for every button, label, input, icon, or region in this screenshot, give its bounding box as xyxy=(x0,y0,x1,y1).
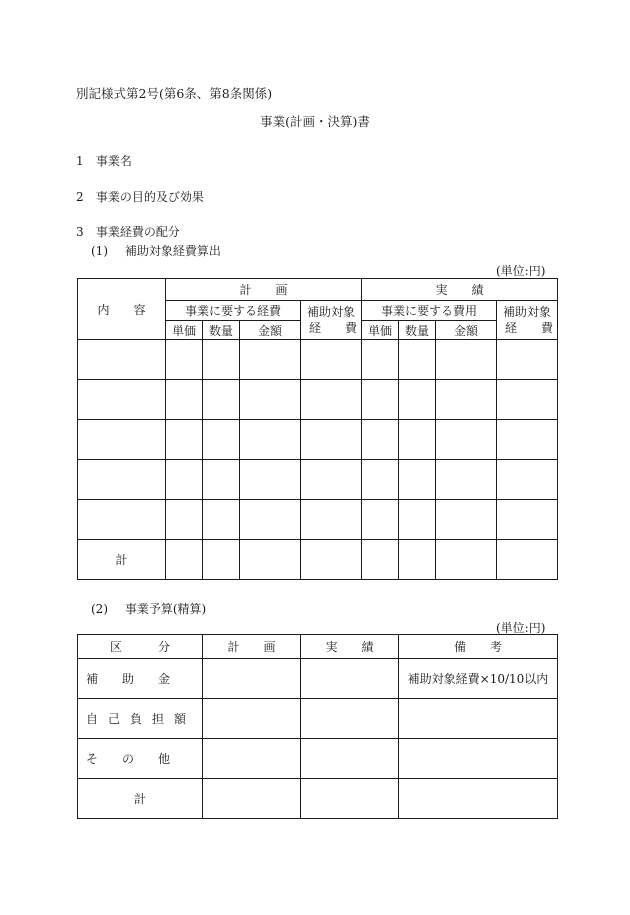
entry-cell[interactable] xyxy=(240,460,301,500)
entry-cell[interactable] xyxy=(166,500,203,540)
plan-eligible-line1: 補助対象 xyxy=(307,305,356,319)
section-1-label: 事業名 xyxy=(95,154,132,168)
plan-cost-header: 事業に要する経費 xyxy=(166,301,301,321)
section-2-number: 2 xyxy=(76,190,84,204)
entry-cell[interactable] xyxy=(78,460,166,500)
remarks-header: 備 考 xyxy=(399,635,558,659)
entry-cell[interactable] xyxy=(301,340,362,380)
entry-cell[interactable] xyxy=(301,659,399,699)
table-row xyxy=(78,420,558,460)
entry-cell[interactable] xyxy=(399,380,436,420)
table-row xyxy=(78,699,558,739)
table-row xyxy=(78,380,558,420)
entry-cell[interactable] xyxy=(497,380,558,420)
plan-header: 計 画 xyxy=(203,635,301,659)
plan-eligible-line2: 経 費 xyxy=(309,321,358,335)
unit-label-2: (単位:円) xyxy=(496,621,546,635)
content-header: 内 容 xyxy=(78,279,166,340)
entry-cell[interactable] xyxy=(203,460,240,500)
entry-cell[interactable] xyxy=(301,380,362,420)
entry-cell[interactable] xyxy=(301,420,362,460)
plan-eligible-header xyxy=(301,301,362,340)
entry-cell[interactable] xyxy=(497,340,558,380)
entry-cell[interactable] xyxy=(436,420,497,460)
category-header xyxy=(78,635,203,659)
section-1-number: 1 xyxy=(76,154,84,168)
subsection-1 xyxy=(91,242,221,259)
entry-cell[interactable] xyxy=(78,380,166,420)
entry-cell[interactable] xyxy=(240,420,301,460)
section-1 xyxy=(76,152,132,169)
actual-header: 実 績 xyxy=(301,635,399,659)
entry-cell[interactable] xyxy=(301,779,399,819)
entry-cell[interactable] xyxy=(497,500,558,540)
row-label: 補 助 金 xyxy=(78,659,203,699)
actual-eligible-line1: 補助対象 xyxy=(503,305,552,319)
remarks-cell: 補助対象経費×10/10以内 xyxy=(399,659,558,699)
total-label: 計 xyxy=(78,540,166,580)
row-label: 自己負担額 xyxy=(78,699,203,739)
unit-label-1: (単位:円) xyxy=(496,264,546,278)
section-2 xyxy=(76,188,204,205)
entry-cell[interactable] xyxy=(203,420,240,460)
entry-cell[interactable] xyxy=(497,420,558,460)
total-row xyxy=(78,540,558,580)
entry-cell[interactable] xyxy=(78,500,166,540)
entry-cell[interactable] xyxy=(497,540,558,580)
entry-cell[interactable] xyxy=(203,540,240,580)
entry-cell[interactable] xyxy=(301,699,399,739)
entry-cell[interactable] xyxy=(203,500,240,540)
entry-cell[interactable] xyxy=(436,500,497,540)
entry-cell[interactable] xyxy=(240,340,301,380)
actual-unit-price-header: 単価 xyxy=(362,321,399,340)
form-identifier: 別記様式第2号(第6条、第8条関係) xyxy=(76,86,273,101)
entry-cell[interactable] xyxy=(399,460,436,500)
actual-header: 実 績 xyxy=(362,279,558,301)
row-label: 計 xyxy=(78,779,203,819)
entry-cell[interactable] xyxy=(203,340,240,380)
entry-cell[interactable] xyxy=(203,699,301,739)
entry-cell[interactable] xyxy=(399,340,436,380)
entry-cell[interactable] xyxy=(301,500,362,540)
table-row xyxy=(78,739,558,779)
entry-cell[interactable] xyxy=(203,779,301,819)
plan-amount-header: 金額 xyxy=(240,321,301,340)
entry-cell[interactable] xyxy=(362,500,399,540)
entry-cell[interactable] xyxy=(301,540,362,580)
actual-quantity-header: 数量 xyxy=(399,321,436,340)
entry-cell[interactable] xyxy=(166,460,203,500)
entry-cell[interactable] xyxy=(240,500,301,540)
entry-cell[interactable] xyxy=(399,540,436,580)
entry-cell[interactable] xyxy=(78,340,166,380)
document-title: 事業(計画・決算)書 xyxy=(260,114,370,129)
section-3 xyxy=(76,223,180,240)
entry-cell[interactable] xyxy=(436,460,497,500)
plan-unit-price-header: 単価 xyxy=(166,321,203,340)
entry-cell[interactable] xyxy=(301,460,362,500)
table-row xyxy=(78,460,558,500)
actual-amount-header: 金額 xyxy=(436,321,497,340)
category-header-text: 区 分 xyxy=(109,640,170,654)
entry-cell[interactable] xyxy=(399,420,436,460)
entry-cell[interactable] xyxy=(166,380,203,420)
entry-cell[interactable] xyxy=(362,340,399,380)
entry-cell[interactable] xyxy=(362,420,399,460)
table-row xyxy=(78,500,558,540)
actual-cost-header: 事業に要する費用 xyxy=(362,301,497,321)
subsection-1-label: 補助対象経費算出 xyxy=(124,244,221,258)
entry-cell[interactable] xyxy=(203,380,240,420)
budget-table xyxy=(77,634,558,819)
entry-cell[interactable] xyxy=(240,380,301,420)
plan-header: 計 画 xyxy=(166,279,362,301)
section-2-label: 事業の目的及び効果 xyxy=(95,190,204,204)
subsection-1-number: (1) xyxy=(91,244,108,258)
actual-eligible-header xyxy=(497,301,558,340)
entry-cell[interactable] xyxy=(203,739,301,779)
entry-cell[interactable] xyxy=(240,540,301,580)
remarks-cell xyxy=(399,739,558,779)
subsection-2-number: (2) xyxy=(91,602,108,616)
remarks-cell xyxy=(399,699,558,739)
actual-eligible-line2: 経 費 xyxy=(505,321,554,335)
table-row xyxy=(78,659,558,699)
remarks-cell xyxy=(399,779,558,819)
entry-cell[interactable] xyxy=(78,420,166,460)
entry-cell[interactable] xyxy=(497,460,558,500)
entry-cell[interactable] xyxy=(362,460,399,500)
entry-cell[interactable] xyxy=(362,540,399,580)
plan-quantity-header: 数量 xyxy=(203,321,240,340)
entry-cell[interactable] xyxy=(436,340,497,380)
subsection-2 xyxy=(91,600,206,617)
table-row xyxy=(78,340,558,380)
entry-cell[interactable] xyxy=(166,540,203,580)
entry-cell[interactable] xyxy=(301,739,399,779)
entry-cell[interactable] xyxy=(166,340,203,380)
row-label: そ の 他 xyxy=(78,739,203,779)
entry-cell[interactable] xyxy=(362,380,399,420)
subsection-2-label: 事業予算(精算) xyxy=(124,602,207,616)
section-3-number: 3 xyxy=(76,225,84,239)
total-row xyxy=(78,779,558,819)
section-3-label: 事業経費の配分 xyxy=(95,225,180,239)
entry-cell[interactable] xyxy=(436,540,497,580)
entry-cell[interactable] xyxy=(203,659,301,699)
entry-cell[interactable] xyxy=(166,420,203,460)
entry-cell[interactable] xyxy=(436,380,497,420)
entry-cell[interactable] xyxy=(399,500,436,540)
expense-calculation-table xyxy=(77,278,558,580)
